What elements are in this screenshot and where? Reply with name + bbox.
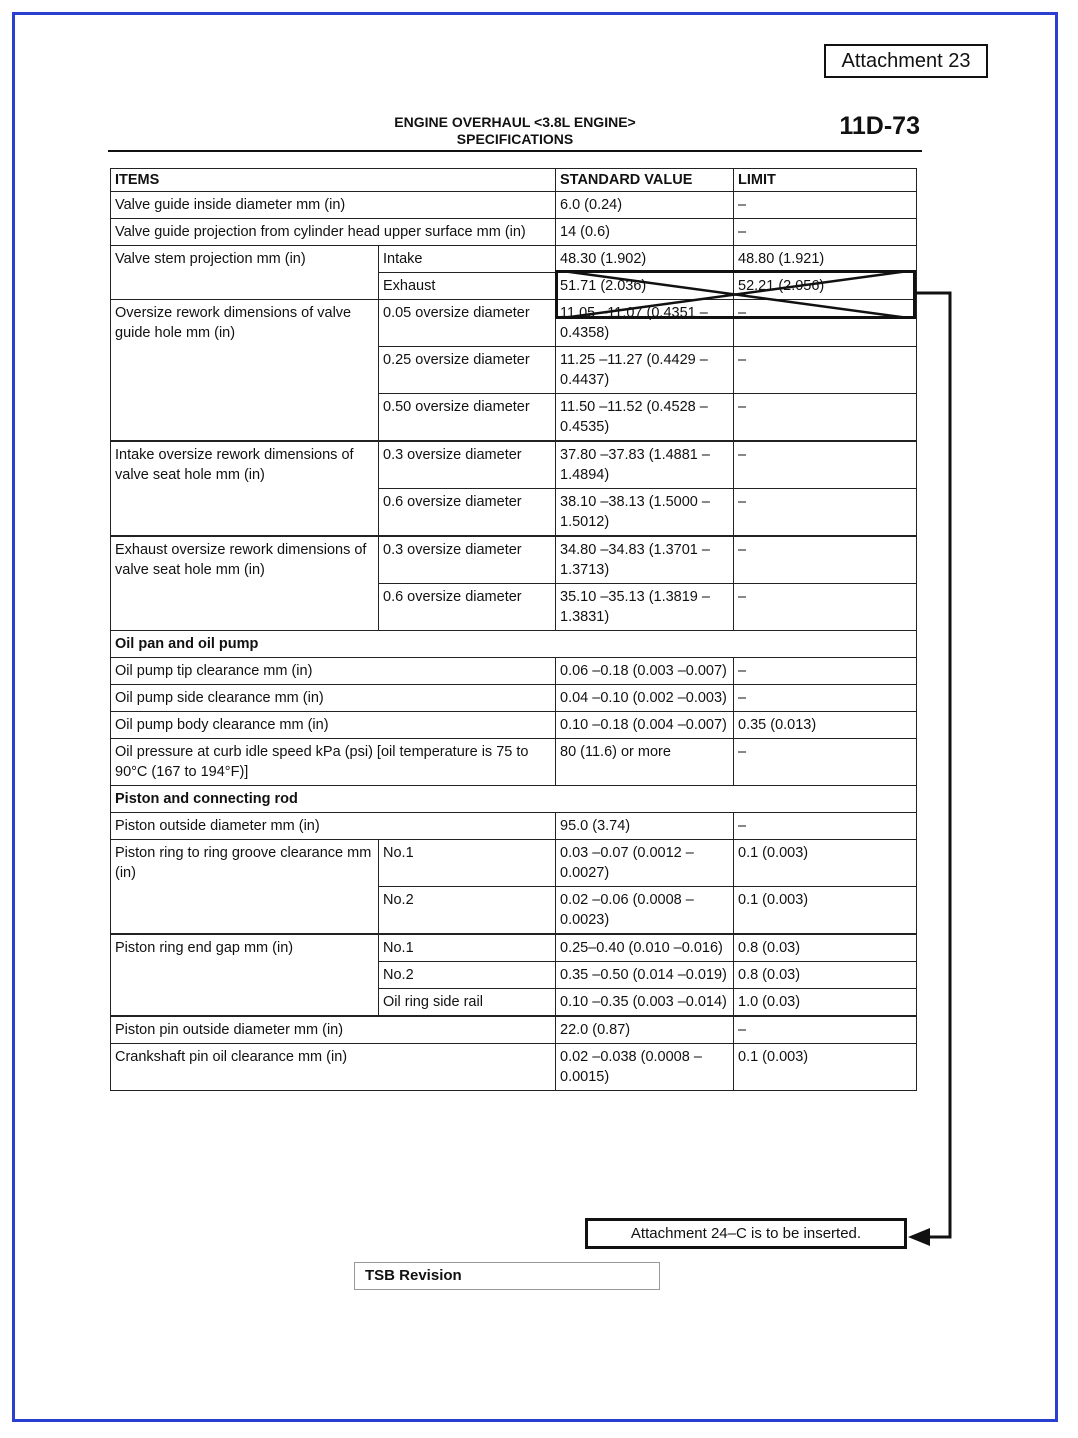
limit-cell: 0.35 (0.013): [734, 712, 917, 739]
item-cell: Piston ring to ring groove clearance mm (in): [111, 840, 379, 935]
limit-cell: –: [734, 1016, 917, 1044]
std-cell: 51.71 (2.036): [556, 273, 734, 300]
limit-cell: 1.0 (0.03): [734, 989, 917, 1017]
sub-cell: No.2: [379, 962, 556, 989]
std-cell: 38.10 –38.13 (1.5000 –1.5012): [556, 489, 734, 537]
item-cell: Oil pump body clearance mm (in): [111, 712, 556, 739]
table-row: [111, 1016, 917, 1044]
std-cell: 0.06 –0.18 (0.003 –0.007): [556, 658, 734, 685]
header-line-1: ENGINE OVERHAUL <3.8L ENGINE>: [394, 114, 636, 130]
std-cell: 0.10 –0.35 (0.003 –0.014): [556, 989, 734, 1017]
item-cell: Valve guide projection from cylinder head upper surface mm (in): [111, 219, 556, 246]
table-row: [111, 840, 917, 887]
table-row: [111, 934, 917, 962]
std-cell: 35.10 –35.13 (1.3819 –1.3831): [556, 584, 734, 631]
header-title: [300, 114, 730, 148]
table-row: [111, 441, 917, 489]
limit-cell: –: [734, 219, 917, 246]
table-row: [111, 739, 917, 786]
sub-cell: No.1: [379, 934, 556, 962]
col-header-items: ITEMS: [111, 169, 556, 192]
limit-cell: –: [734, 489, 917, 537]
sub-cell: No.1: [379, 840, 556, 887]
item-cell: Valve stem projection mm (in): [111, 246, 379, 300]
table-row: [111, 219, 917, 246]
item-cell: Exhaust oversize rework dimensions of valve seat hole mm (in): [111, 536, 379, 631]
limit-cell: 0.8 (0.03): [734, 934, 917, 962]
std-cell: 48.30 (1.902): [556, 246, 734, 273]
item-cell: Valve guide inside diameter mm (in): [111, 192, 556, 219]
table-row: [111, 712, 917, 739]
table-row: [111, 1044, 917, 1091]
table-row: [111, 536, 917, 584]
limit-cell: –: [734, 536, 917, 584]
item-cell: Crankshaft pin oil clearance mm (in): [111, 1044, 556, 1091]
limit-cell: –: [734, 658, 917, 685]
limit-cell: –: [734, 300, 917, 347]
item-cell: Oil pump tip clearance mm (in): [111, 658, 556, 685]
limit-cell: –: [734, 192, 917, 219]
section-row: [111, 786, 917, 813]
sub-cell: 0.25 oversize diameter: [379, 347, 556, 394]
sub-cell: 0.6 oversize diameter: [379, 584, 556, 631]
std-cell: 11.50 –11.52 (0.4528 –0.4535): [556, 394, 734, 442]
std-cell: 0.04 –0.10 (0.002 –0.003): [556, 685, 734, 712]
std-cell: 22.0 (0.87): [556, 1016, 734, 1044]
item-cell: Oil pump side clearance mm (in): [111, 685, 556, 712]
section-title: Oil pan and oil pump: [111, 631, 917, 658]
limit-cell: –: [734, 441, 917, 489]
header-rule: [108, 150, 922, 152]
std-cell: 0.35 –0.50 (0.014 –0.019): [556, 962, 734, 989]
std-cell: 6.0 (0.24): [556, 192, 734, 219]
std-cell: 11.05 –11.07 (0.4351 –0.4358): [556, 300, 734, 347]
std-cell: 0.02 –0.038 (0.0008 –0.0015): [556, 1044, 734, 1091]
std-cell: 0.10 –0.18 (0.004 –0.007): [556, 712, 734, 739]
header-line-2: SPECIFICATIONS: [456, 131, 574, 147]
strike-x-mark: [555, 270, 916, 319]
limit-cell: –: [734, 685, 917, 712]
limit-cell: –: [734, 813, 917, 840]
sub-cell: 0.3 oversize diameter: [379, 441, 556, 489]
sub-cell: 0.6 oversize diameter: [379, 489, 556, 537]
item-cell: Intake oversize rework dimensions of valve seat hole mm (in): [111, 441, 379, 536]
sub-cell: No.2: [379, 887, 556, 935]
std-cell: 0.25–0.40 (0.010 –0.016): [556, 934, 734, 962]
attachment-tag: Attachment 23: [824, 44, 988, 78]
sub-cell: 0.50 oversize diameter: [379, 394, 556, 442]
item-cell: Piston ring end gap mm (in): [111, 934, 379, 1016]
std-cell: 37.80 –37.83 (1.4881 –1.4894): [556, 441, 734, 489]
page-number: 11D-73: [839, 112, 920, 140]
limit-cell: 0.1 (0.003): [734, 840, 917, 887]
section-title: Piston and connecting rod: [111, 786, 917, 813]
item-cell: Piston pin outside diameter mm (in): [111, 1016, 556, 1044]
table-row: [111, 685, 917, 712]
table-row: [111, 192, 917, 219]
limit-cell: –: [734, 394, 917, 442]
item-cell: Oversize rework dimensions of valve guide hole mm (in): [111, 300, 379, 442]
section-row: [111, 631, 917, 658]
item-cell: Oil pressure at curb idle speed kPa (psi) [oil temperature is 75 to 90°C (167 to 194°F)]: [111, 739, 556, 786]
sub-cell: Oil ring side rail: [379, 989, 556, 1017]
sub-cell: Intake: [379, 246, 556, 273]
std-cell: 80 (11.6) or more: [556, 739, 734, 786]
limit-cell: 0.8 (0.03): [734, 962, 917, 989]
col-header-standard-value: STANDARD VALUE: [556, 169, 734, 192]
limit-cell: –: [734, 739, 917, 786]
table-header-row: [111, 169, 917, 192]
std-cell: 0.02 –0.06 (0.0008 –0.0023): [556, 887, 734, 935]
sub-cell: 0.05 oversize diameter: [379, 300, 556, 347]
std-cell: 34.80 –34.83 (1.3701 –1.3713): [556, 536, 734, 584]
limit-cell: 0.1 (0.003): [734, 887, 917, 935]
limit-cell: 52.21 (2.056): [734, 273, 917, 300]
table-row: [111, 658, 917, 685]
table-row: [111, 246, 917, 273]
col-header-limit: LIMIT: [734, 169, 917, 192]
tsb-revision-label: TSB Revision: [354, 1262, 660, 1290]
sub-cell: 0.3 oversize diameter: [379, 536, 556, 584]
limit-cell: –: [734, 584, 917, 631]
item-cell: Piston outside diameter mm (in): [111, 813, 556, 840]
std-cell: 95.0 (3.74): [556, 813, 734, 840]
limit-cell: –: [734, 347, 917, 394]
table-row: [111, 813, 917, 840]
std-cell: 0.03 –0.07 (0.0012 –0.0027): [556, 840, 734, 887]
sub-cell: Exhaust: [379, 273, 556, 300]
insert-arrow: [900, 290, 960, 1250]
std-cell: 14 (0.6): [556, 219, 734, 246]
std-cell: 11.25 –11.27 (0.4429 –0.4437): [556, 347, 734, 394]
limit-cell: 48.80 (1.921): [734, 246, 917, 273]
limit-cell: 0.1 (0.003): [734, 1044, 917, 1091]
insert-note: Attachment 24–C is to be inserted.: [585, 1218, 907, 1249]
